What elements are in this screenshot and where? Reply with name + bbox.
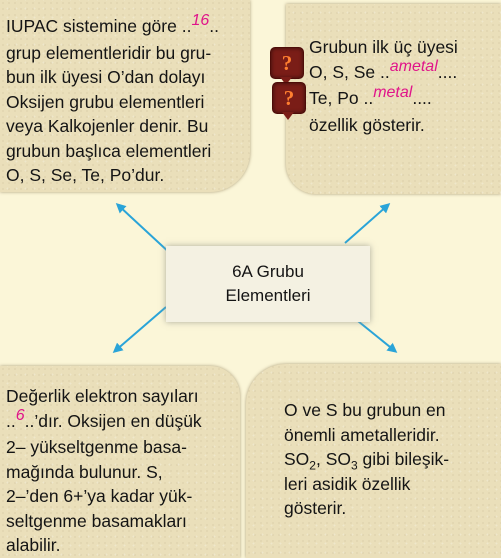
tl-line-4: Oksijen grubu elementleri <box>6 91 205 112</box>
tl-line-3: bun ilk üyesi O’dan dolayı <box>6 67 206 87</box>
tr-line-2: O, S, Se ..ametal.... <box>309 57 458 82</box>
tr-line-4: özellik gösterir. <box>309 114 425 135</box>
center-title-line-2: Elementleri <box>225 286 311 305</box>
card-top-right <box>286 4 501 194</box>
card-top-left <box>0 0 250 192</box>
tl-line-5: veya Kalkojenler denir. Bu <box>6 116 209 136</box>
br-line-2: önemli ametalleridir. <box>284 424 440 445</box>
arrow-top-right <box>345 205 388 243</box>
bl-line-5: 2–’den 6+’ya kadar yük- <box>6 486 193 506</box>
arrow-top-left <box>118 205 172 255</box>
tl-line-6: grubun başlıca elementleri <box>6 140 212 161</box>
center-title-line-1: 6A Grubu <box>232 262 304 281</box>
arrow-bottom-left <box>115 307 166 351</box>
answer-16: 16 <box>191 12 210 29</box>
center-title-box <box>166 246 370 322</box>
tr-line-3: Te, Po ..metal.... <box>309 84 432 108</box>
card-bottom-left <box>0 366 240 558</box>
br-line-4: leri asidik özellik <box>284 473 411 494</box>
answer-ametal: ametal <box>389 57 438 75</box>
bl-line-1: Değerlik elektron sayıları <box>6 386 199 406</box>
bl-line-7: alabilir. <box>6 535 61 555</box>
br-line-5: gösterir. <box>284 498 347 518</box>
answer-metal: metal <box>373 84 413 101</box>
bl-line-3: 2– yükseltgenme basa- <box>6 437 187 457</box>
tl-line-2: grup elementleridir bu gru- <box>6 42 212 63</box>
tl-line-7: O, S, Se, Te, Po’dur. <box>6 165 165 185</box>
answer-6: 6 <box>15 406 25 424</box>
br-line-1: O ve S bu grubun en <box>284 400 446 420</box>
question-mark-icon: ? <box>272 82 306 114</box>
question-mark-icon: ? <box>270 47 304 79</box>
tr-line-1: Grubun ilk üç üyesi <box>309 37 458 57</box>
card-bottom-right <box>246 364 501 558</box>
br-line-3: $SO_2$, $SO_3$ gibi bileşik- <box>284 449 450 473</box>
tl-line-1: IUPAC sistemine göre ..16.. <box>6 12 219 36</box>
bl-line-2: ..6..’dır. Oksijen en düşük <box>6 406 202 431</box>
bl-line-4: mağında bulunur. S, <box>6 461 163 482</box>
bl-line-6: seltgenme basamakları <box>6 510 187 531</box>
